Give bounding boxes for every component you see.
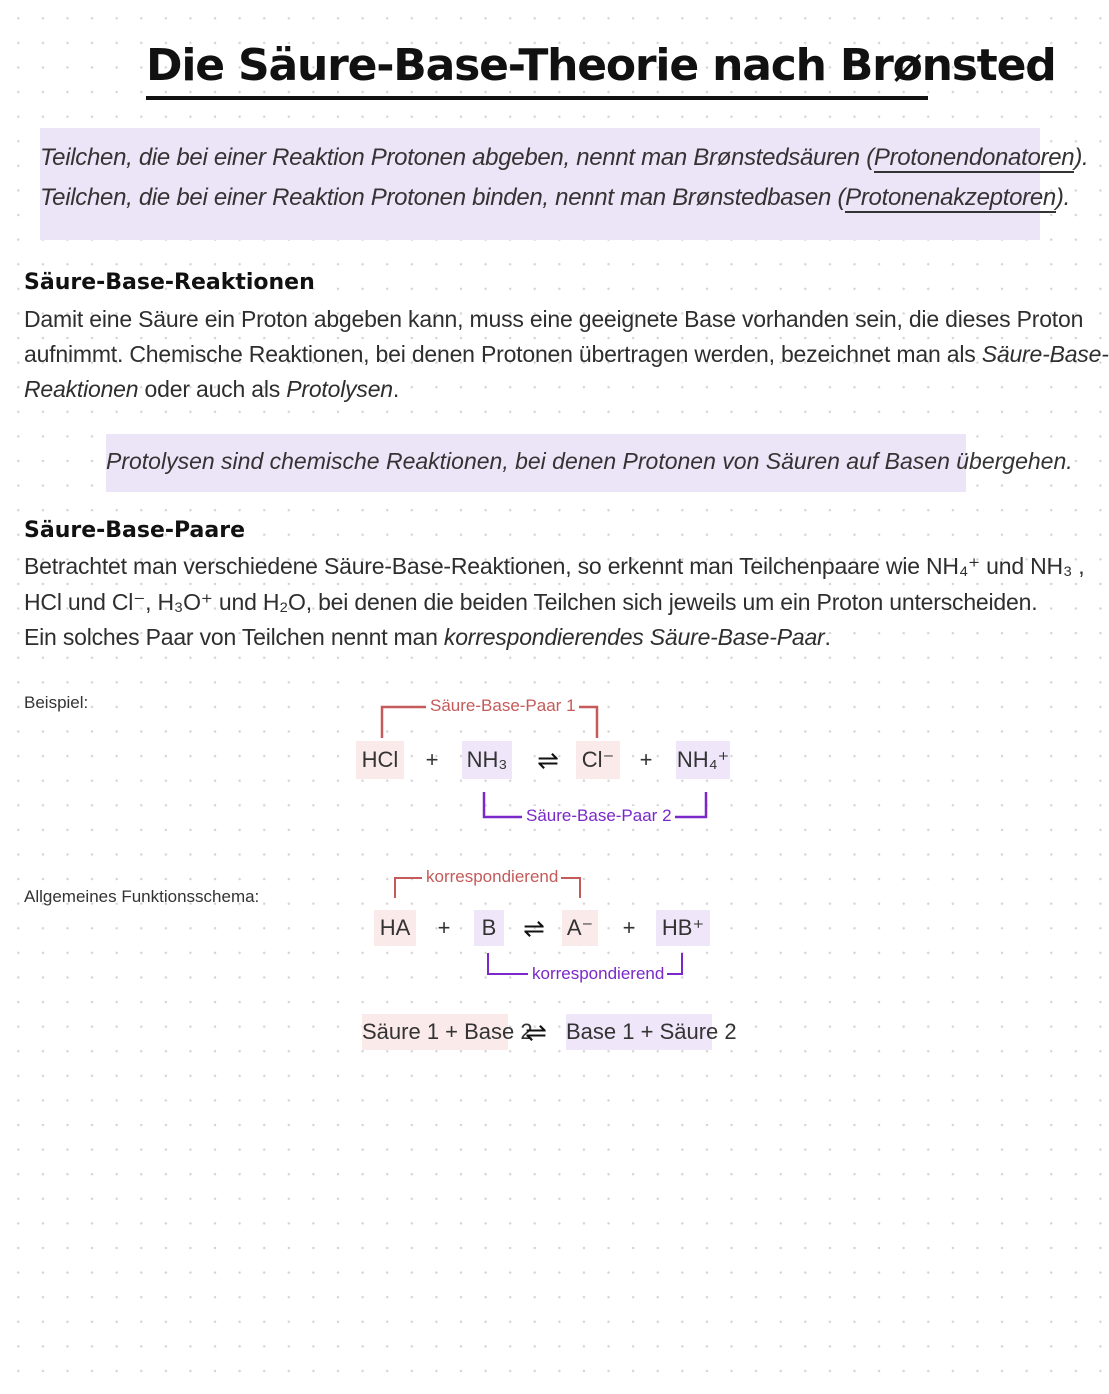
protolysis-definition: Protolysen sind chemische Reaktionen, bei denen Protonen von Säuren auf Basen übergehen.: [106, 448, 1073, 474]
equilibrium-arrow: ⇌: [525, 1017, 547, 1047]
definition-text: Teilchen, die bei einer Reaktion Protonen abgeben, nennt man Brønstedsäuren (: [40, 144, 874, 171]
text-span: .: [824, 624, 831, 650]
term-protolysen: Protolysen: [286, 376, 393, 402]
definition-text: Teilchen, die bei einer Reaktion Protonen binden, nennt man Brønstedbasen (: [40, 184, 846, 211]
plus-sign: +: [437, 915, 451, 940]
plus-sign: +: [425, 747, 439, 772]
general-scheme-label: Allgemeines Funktionsschema:: [24, 887, 260, 906]
formula-cl: Cl⁻: [576, 741, 620, 779]
summary-left: Säure 1 + Base 2: [362, 1014, 508, 1050]
summary-right: Base 1 + Säure 2: [566, 1014, 712, 1050]
pair1-bracket-left: [382, 707, 426, 738]
corr-top-bracket-left: [395, 878, 422, 898]
equilibrium-arrow: ⇌: [537, 745, 559, 775]
term-korrespondierend: korrespondierendes Säure-Base-Paar: [443, 624, 825, 650]
term-protonenakzeptoren: Protonenakzeptoren: [845, 184, 1056, 211]
formula-ha: HA: [374, 910, 416, 946]
text-span: oder auch als: [138, 376, 287, 402]
formula-a-minus: A⁻: [562, 910, 598, 946]
paragraph-line: Damit eine Säure ein Proton abgeben kann, muss eine geeignete Base vorhanden sein, die dieses Proton: [24, 306, 1084, 332]
term-saeure-base: Säure-Base-: [981, 341, 1109, 367]
text-span: Ein solches Paar von Teilchen nennt man: [24, 624, 444, 650]
corr-bottom-label: korrespondierend: [529, 964, 667, 984]
paragraph-line: Betrachtet man verschiedene Säure-Base-Reaktionen, so erkennt man Teilchenpaare wie NH₄⁺ und NH₃ ,: [24, 553, 1085, 579]
formula-hb-plus: HB⁺: [656, 910, 710, 946]
formula-b: B: [474, 910, 504, 946]
pair1-label: Säure-Base-Paar 1: [427, 696, 579, 716]
text-span: aufnimmt. Chemische Reaktionen, bei denen Protonen übertragen werden, bezeichnet man als: [24, 341, 982, 367]
section-heading-pairs: Säure-Base-Paare: [24, 518, 246, 543]
corr-top-label: korrespondierend: [423, 867, 561, 887]
corr-bottom-bracket-left: [488, 953, 528, 974]
page-title: Die Säure-Base-Theorie nach Brønsted: [146, 38, 928, 100]
pair2-bracket-left: [484, 792, 522, 817]
equilibrium-arrow: ⇌: [523, 913, 545, 943]
formula-nh4: NH₄⁺: [676, 741, 730, 779]
section-heading-reactions: Säure-Base-Reaktionen: [24, 270, 315, 295]
plus-sign: +: [639, 747, 653, 772]
definition-end: ).: [1074, 144, 1089, 171]
plus-sign: +: [622, 915, 636, 940]
formula-nh3: NH₃: [462, 741, 512, 779]
pair2-label: Säure-Base-Paar 2: [523, 806, 675, 826]
paragraph-line: HCl und Cl⁻, H₃O⁺ und H₂O, bei denen die beiden Teilchen sich jeweils um ein Proton unterscheiden.: [24, 589, 1038, 615]
text-span: .: [392, 376, 400, 402]
term-protonendonatoren: Protonendonatoren: [873, 144, 1075, 171]
definition-end: ).: [1055, 184, 1070, 211]
example-label: Beispiel:: [24, 693, 89, 712]
term-reaktionen: Reaktionen: [24, 376, 139, 402]
formula-hcl: HCl: [356, 741, 404, 779]
